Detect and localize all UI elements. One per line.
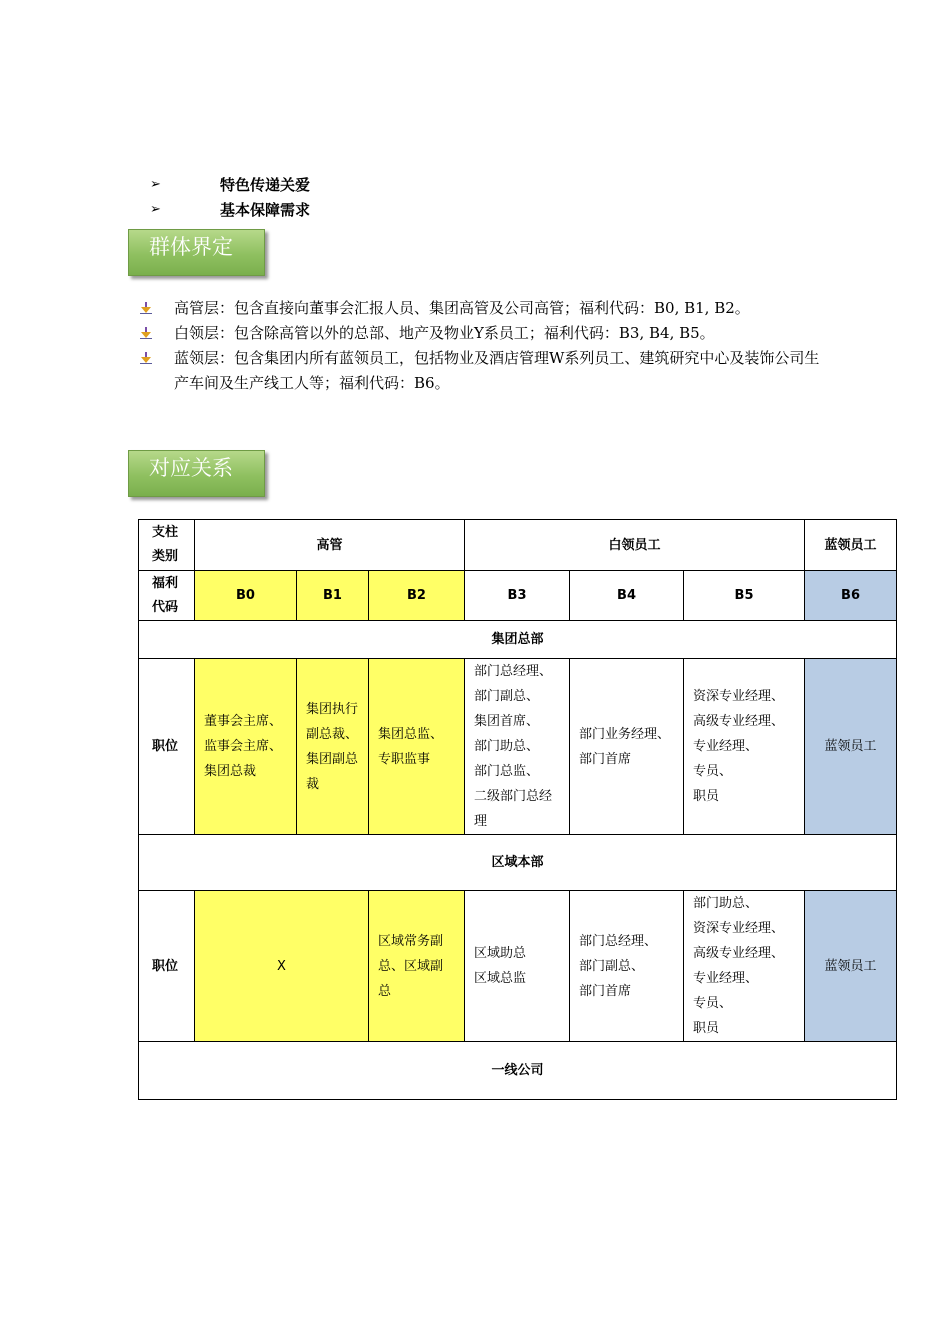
code-cell: B2 xyxy=(369,571,465,621)
definition-text: 高管层：包含直接向董事会汇报人员、集团高管及公司高管；福利代码：B0, B1, B2。 xyxy=(174,299,750,317)
table-row xyxy=(139,571,897,621)
code-cell: B5 xyxy=(684,571,805,621)
group-header: 白领员工 xyxy=(465,520,805,571)
position-cell: 区域常务副总、区域副总 xyxy=(369,891,465,1042)
position-cell: 董事会主席、 监事会主席、 集团总裁 xyxy=(195,659,297,835)
arrow-bullet-icon: ➢ xyxy=(150,202,161,217)
code-cell: B3 xyxy=(465,571,570,621)
section-row: 区域本部 xyxy=(139,835,897,891)
section-title: 群体界定 xyxy=(149,235,233,259)
row-label: 职位 xyxy=(139,659,195,835)
code-cell: B6 xyxy=(805,571,897,621)
bullet-list xyxy=(150,172,310,222)
definition-text: 蓝领层：包含集团内所有蓝领员工，包括物业及酒店管理W系列员工、建筑研究中心及装饰公司生产车间及生产线工人等；福利代码：B6。 xyxy=(174,349,820,392)
position-cell: 部门助总、 资深专业经理、 高级专业经理、 专业经理、 专员、 职员 xyxy=(684,891,805,1042)
position-cell: 部门业务经理、 部门首席 xyxy=(570,659,684,835)
position-cell: 蓝领员工 xyxy=(805,891,897,1042)
section-row: 一线公司 xyxy=(139,1042,897,1100)
down-arrow-bullet-icon xyxy=(140,302,152,314)
position-cell: 部门总经理、 部门副总、 集团首席、 部门助总、 部门总监、 二级部门总经理 xyxy=(465,659,570,835)
table-row xyxy=(139,621,897,659)
pillar-label: 支柱 类别 xyxy=(139,520,195,571)
position-cell: 资深专业经理、 高级专业经理、 专业经理、 专员、 职员 xyxy=(684,659,805,835)
code-cell: B0 xyxy=(195,571,297,621)
arrow-bullet-icon: ➢ xyxy=(150,177,161,192)
position-cell: 蓝领员工 xyxy=(805,659,897,835)
definition-item xyxy=(140,296,820,321)
code-cell: B1 xyxy=(297,571,369,621)
table-row xyxy=(139,520,897,571)
position-cell: 集团总监、 专职监事 xyxy=(369,659,465,835)
section-banner-definition xyxy=(128,229,265,276)
code-cell: B4 xyxy=(570,571,684,621)
table-row xyxy=(139,1042,897,1100)
table-row xyxy=(139,659,897,835)
position-cell: 集团执行副总裁、 集团副总裁 xyxy=(297,659,369,835)
group-header: 高管 xyxy=(195,520,465,571)
mapping-table xyxy=(138,519,897,1100)
position-cell: 部门总经理、 部门副总、 部门首席 xyxy=(570,891,684,1042)
position-cell: X xyxy=(195,891,369,1042)
row-label: 职位 xyxy=(139,891,195,1042)
group-header: 蓝领员工 xyxy=(805,520,897,571)
definition-item xyxy=(140,346,820,396)
definition-item xyxy=(140,321,820,346)
down-arrow-bullet-icon xyxy=(140,327,152,339)
bullet-item xyxy=(150,172,310,197)
section-row: 集团总部 xyxy=(139,621,897,659)
code-label: 福利 代码 xyxy=(139,571,195,621)
table-row xyxy=(139,891,897,1042)
section-banner-mapping xyxy=(128,450,265,497)
position-cell: 区域助总 区域总监 xyxy=(465,891,570,1042)
definition-list xyxy=(140,296,820,396)
bullet-item xyxy=(150,197,310,222)
bullet-text: 基本保障需求 xyxy=(220,201,311,219)
down-arrow-bullet-icon xyxy=(140,352,152,364)
table-row xyxy=(139,835,897,891)
section-title: 对应关系 xyxy=(149,456,233,480)
bullet-text: 特色传递关爱 xyxy=(220,176,311,194)
definition-text: 白领层：包含除高管以外的总部、地产及物业Y系员工；福利代码：B3, B4, B5。 xyxy=(174,324,715,342)
